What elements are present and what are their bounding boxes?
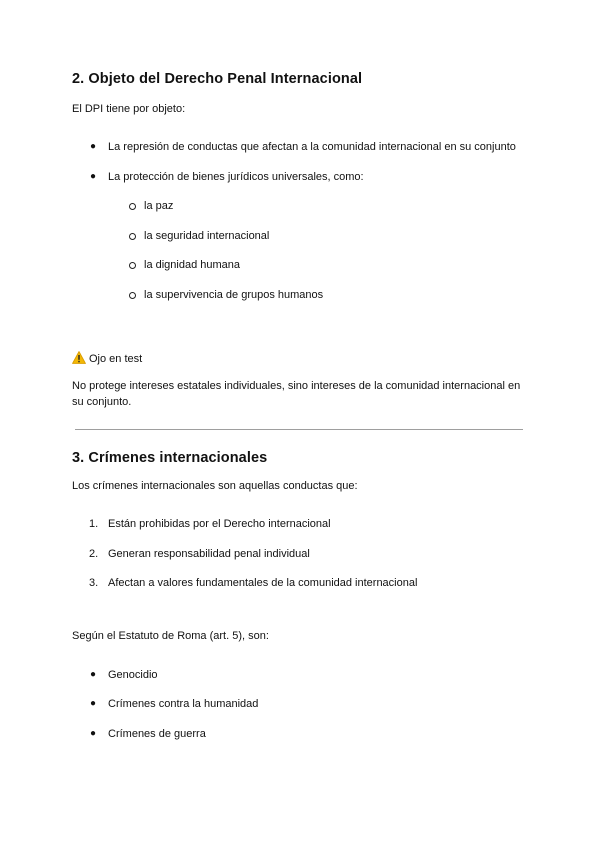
note-text: No protege intereses estatales individuales, sino intereses de la comunidad internacional en: [72, 380, 521, 392]
bullet-icon: ●: [90, 141, 97, 152]
bullet-icon: ●: [90, 171, 97, 182]
circle-bullet-icon: [129, 292, 136, 299]
list-item: La represión de conductas que afectan a la comunidad internacional en su conjunto: [108, 141, 516, 153]
section-3-intro: Los crímenes internacionales son aquellas conductas que:: [72, 480, 358, 492]
list-number: 1.: [89, 518, 99, 530]
sub-list-item: la dignidad humana: [144, 259, 241, 271]
list-item: Genocidio: [108, 669, 158, 681]
circle-bullet-icon: [129, 203, 136, 210]
note-title: Ojo en test: [89, 353, 143, 365]
list-item: Crímenes de guerra: [108, 728, 206, 740]
list-number: 2.: [89, 548, 99, 560]
bullet-icon: ●: [90, 698, 97, 709]
statute-intro: Según el Estatuto de Roma (art. 5), son:: [72, 630, 269, 642]
list-number: 3.: [89, 577, 99, 589]
warning-icon: [72, 351, 86, 364]
circle-bullet-icon: [129, 262, 136, 269]
horizontal-rule: [75, 429, 523, 430]
list-item: La protección de bienes jurídicos universales, como:: [108, 171, 364, 183]
numbered-item: Generan responsabilidad penal individual: [108, 548, 310, 560]
numbered-item: Afectan a valores fundamentales de la comunidad internacional: [108, 577, 418, 589]
section-3-heading: 3. Crímenes internacionales: [72, 450, 268, 466]
sub-list-item: la paz: [144, 200, 174, 212]
sub-list-item: la seguridad internacional: [144, 230, 270, 242]
list-item: Crímenes contra la humanidad: [108, 698, 259, 710]
section-2-intro: El DPI tiene por objeto:: [72, 103, 186, 115]
sub-list-item: la supervivencia de grupos humanos: [144, 289, 324, 301]
circle-bullet-icon: [129, 233, 136, 240]
note-text: su conjunto.: [72, 396, 132, 408]
numbered-item: Están prohibidas por el Derecho internacional: [108, 518, 331, 530]
note-title-line: [72, 351, 142, 367]
bullet-icon: ●: [90, 669, 97, 680]
bullet-icon: ●: [90, 728, 97, 739]
section-2-heading: 2. Objeto del Derecho Penal Internacional: [72, 71, 363, 87]
